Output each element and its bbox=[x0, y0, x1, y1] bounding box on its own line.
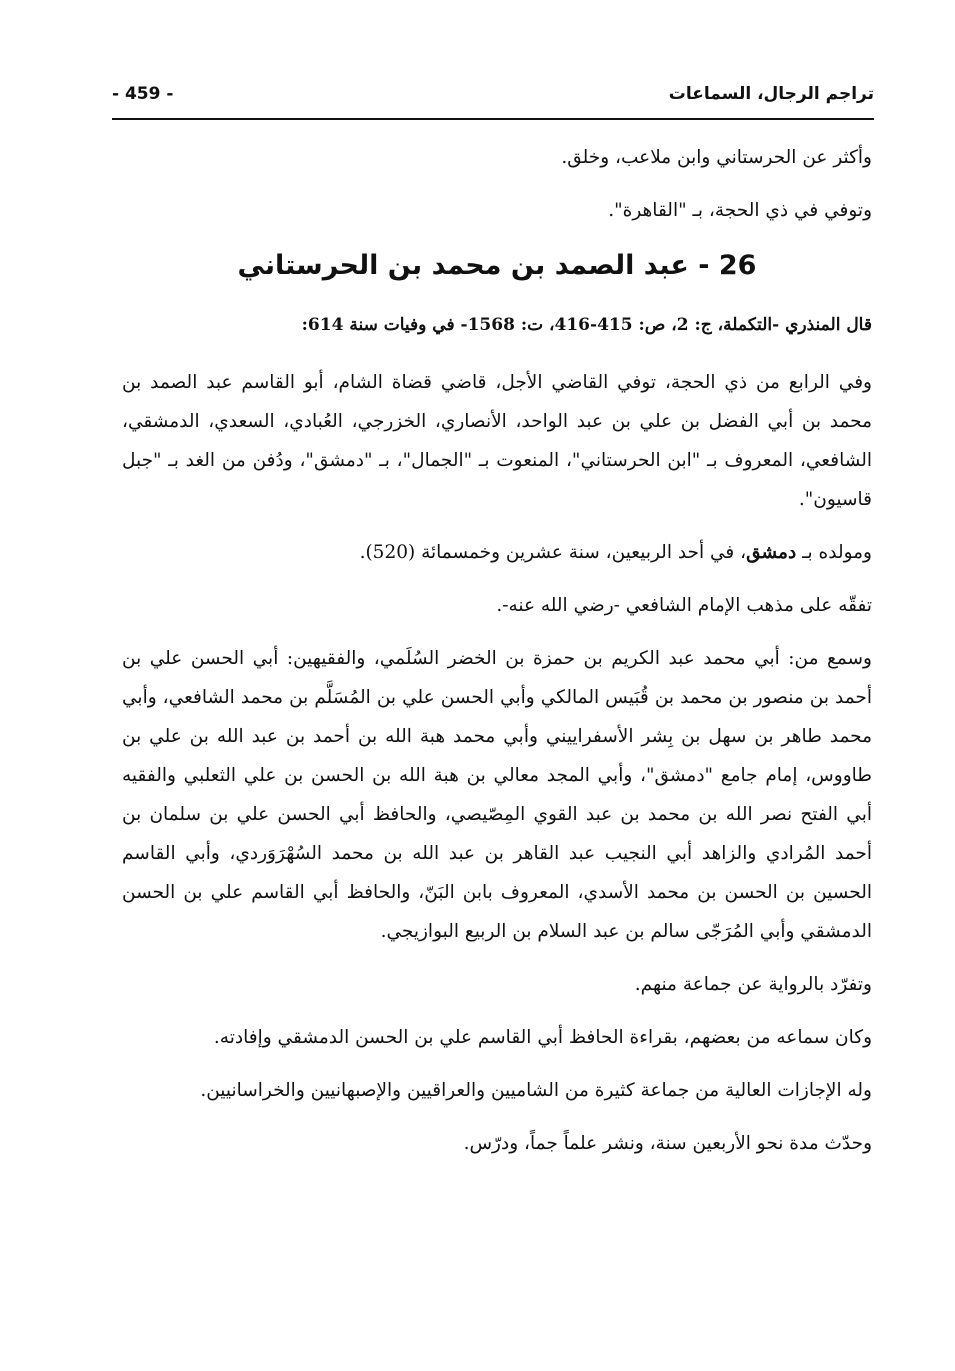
page-number: - 459 - bbox=[112, 84, 174, 104]
birth-place: دمشق bbox=[746, 542, 797, 563]
paragraph-madhhab: تفقّه على مذهب الإمام الشافعي -رضي الله عنه-. bbox=[496, 595, 872, 616]
entry-title: 26 - عبد الصمد بن محمد بن الحرستاني bbox=[237, 250, 757, 281]
running-head: تراجم الرجال، السماعات bbox=[668, 84, 874, 104]
paragraph-teachers: وسمع من: أبي محمد عبد الكريم بن حمزة بن الخضر السُلَمي، والفقيهين: أبي الحسن علي بن أحمد بن منصور بن محمد بن قُبَيس المالكي وأبي الحسن علي بن المُسَلَّم بن محمد الشافعي، وأبي محمد طاهر بن سهل بن بِشر الأسفراييني وأبي محمد هبة الله بن أحمد بن عبد الله بن علي بن طاووس، إمام جامع "دمشق"، وأبي المجد معالي بن هبة الله بن الحسن بن علي الثعلبي والفقيه أبي الفتح نصر الله بن محمد بن عبد القوي المِصّيصي، والحافظ أبي الحسن علي بن سلمان بن أحمد المُرادي والزاهد أبي النجيب عبد القاهر بن عبد الله بن محمد السُهْرَوَردي، وأبي القاسم الحسين بن الحسن بن محمد الأسدي، المعروف بابن البَنّ، والحافظ أبي القاسم علي بن الحسن الدمشقي وأبي المُرَجّى سالم بن عبد السلام بن الربيع البوازيجي. bbox=[122, 648, 872, 942]
page-header bbox=[112, 80, 874, 116]
birth-date: ، في أحد الربيعين، سنة عشرين وخمسمائة (520). bbox=[359, 542, 747, 563]
header-rule bbox=[112, 118, 874, 120]
paragraph-birth bbox=[122, 533, 872, 572]
paragraph-continuation: وأكثر عن الحرستاني وابن ملاعب، وخلق. bbox=[561, 147, 872, 168]
paragraph-death: وفي الرابع من ذي الحجة، توفي القاضي الأجل، قاضي قضاة الشام، أبو القاسم عبد الصمد بن محمد بن أبي الفضل بن علي بن عبد الواحد، الأنصاري، الخزرجي، العُبادي، السعدي، الدمشقي، الشافعي، المعروف بـ "ابن الحرستاني"، المنعوت بـ "الجمال"، بـ "دمشق"، ودُفن من الغد بـ "جبل قاسيون". bbox=[122, 372, 872, 510]
paragraph-teaching: وحدّث مدة نحو الأربعين سنة، ونشر علماً جماً، ودرّس. bbox=[463, 1133, 872, 1154]
paragraph-previous-death: وتوفي في ذي الحجة، بـ "القاهرة". bbox=[608, 200, 872, 221]
birth-prefix: ومولده بـ bbox=[796, 542, 872, 563]
paragraph-unique-narration: وتفرّد بالرواية عن جماعة منهم. bbox=[634, 974, 872, 995]
paragraph-hearing: وكان سماعه من بعضهم، بقراءة الحافظ أبي القاسم علي بن الحسن الدمشقي وإفادته. bbox=[213, 1027, 872, 1048]
paragraph-ijazat: وله الإجازات العالية من جماعة كثيرة من الشاميين والعراقيين والإصبهانيين والخراسانيين. bbox=[200, 1080, 872, 1101]
entry-source-citation: قال المنذري -التكملة، ج: 2، ص: 415-416، ت: 1568- في وفيات سنة 614: bbox=[301, 315, 872, 335]
page-body bbox=[122, 138, 872, 1177]
